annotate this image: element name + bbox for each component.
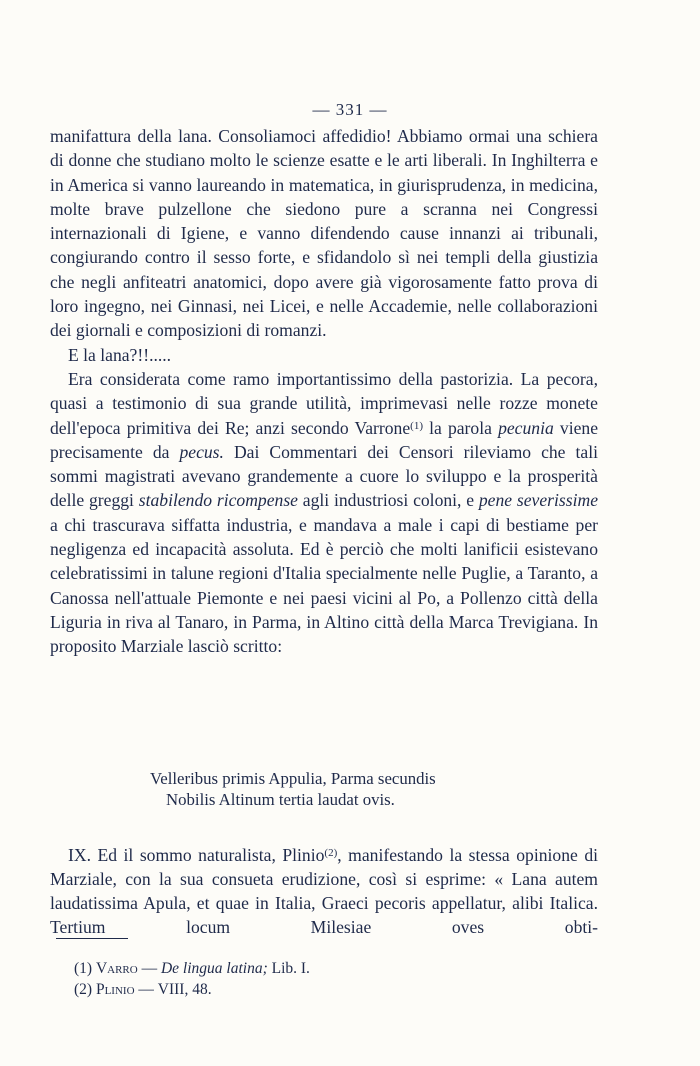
main-text-continued [50,825,598,957]
footnote-ref: Lib. I. [267,960,310,977]
page-number: — 331 — [312,100,388,119]
italic-term: pene severissime [478,490,598,511]
footnote-dash: — [137,960,161,977]
footnotes [74,958,310,1000]
paragraph-3 [50,367,598,659]
text-run: Era considerata come ramo importantissimo della pastorizia. La pecora, quasi a testimonio di sua grande utilità, imprimevasi nelle rozze monete dell'epoca primitiva dei Re; anzi secondo Varrone [50,368,598,438]
text-run: a chi trascurava siffatta industria, e mandava a male i capi di bestiame per negligenza ed incapacità assoluta. Ed è perciò che molti lanificii esistevano celebratissimi in talune regioni d'Italia specialmente nelle Puglie, a Taranto, a Canossa nell'attuale Piemonte e nei paesi vicini al Po, a Pollenzo città della Liguria in riva al Tanaro, in Parma, in Altino città della Marca Trevigiana. In proposito Marziale lasciò scritto: [50,514,598,657]
footnote-2 [74,979,310,1000]
verse-line-2: Nobilis Altinum tertia laudat ovis. [166,790,395,809]
verse-quote [150,768,436,810]
italic-term: stabilendo ricompense [138,490,298,511]
footnote-author: Plinio [95,981,135,998]
footnote-divider [56,938,128,939]
footnote-mark: (2) [74,981,93,998]
text-run: IX. Ed il sommo naturalista, Plinio [68,844,325,865]
italic-term: pecunia [498,417,554,438]
text-run: , manifestando la stessa opinione di Marziale, con la sua consueta erudizione, così si esprime: « Lana autem laudatissima Apula, et quae in Italia, Graeci pecoris appellatur, alibi Italica. Tertium locum Milesiae oves obti- [50,844,598,938]
text-run: Dai Commentari dei Censori rileviamo che tali sommi magistrati avevano grandemente a cuore lo sviluppo e la prosperità delle greggi [50,441,598,511]
text-run: agli industriosi coloni, e [297,490,479,511]
footnote-work: De lingua latina; [160,960,268,977]
footnote-ref-2: (2) [324,846,338,859]
footnote-ref: VIII, 48. [157,981,212,998]
paragraph-1: manifattura della lana. Consoliamoci affedidio! Abbiamo ormai una schiera di donne che studiano molto le scienze esatte e le arti liberali. In Inghilterra e in America si vanno laureando in matematica, in giurisprudenza, in medicina, molte brave pulzellone che siedono pure a scranna nei Congressi internazionali di Igiene, e vanno difendendo cause innanzi ai tribunali, congiurando contro il sesso forte, e sfidandolo sì nei templi della giustizia che negli anfiteatri anatomici, dopo avere già vigorosamente fatto prova di loro ingegno, nei Ginnasi, nei Licei, e nelle Accademie, nelle collaborazioni dei giornali e composizioni di romanzi. [50,126,598,341]
paragraph-2: E la lana?!!..... [68,344,172,365]
text-run: viene precisamente da [50,417,599,462]
verse-line-1: Velleribus primis Appulia, Parma secundis [150,769,436,788]
footnote-author: Varro [95,960,138,977]
text-run: la parola [422,417,499,438]
italic-term: pecus. [179,441,224,462]
paragraph-4 [50,843,598,940]
footnote-mark: (1) [74,960,93,977]
footnote-ref-1: (1) [410,419,423,432]
footnote-1 [74,958,310,979]
main-text [50,124,598,659]
footnote-dash: — [134,981,158,998]
